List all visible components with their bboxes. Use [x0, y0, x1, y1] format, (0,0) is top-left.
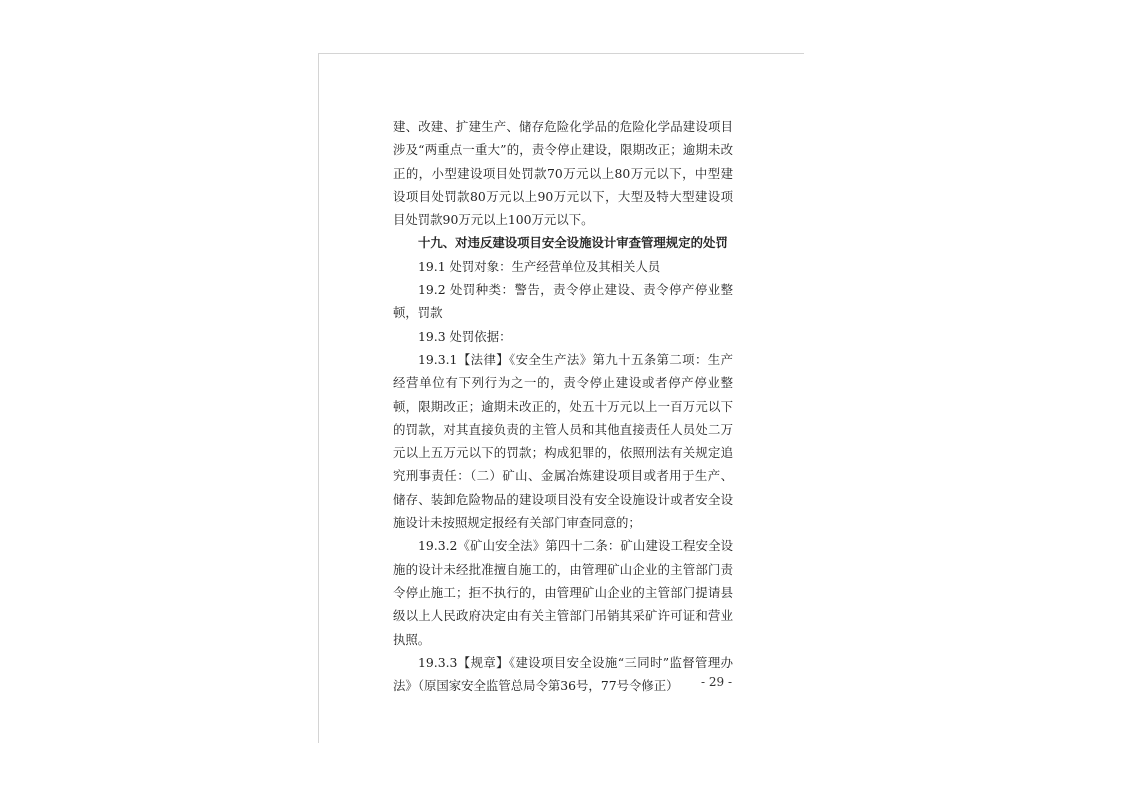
paragraph-19-3-1: 19.3.1【法律】《安全生产法》第九十五条第二项：生产经营单位有下列行为之一的，责令停止建设或者停产停业整顿，限期改正；逾期未改正的，处五十万元以上一百万元以下的罚款，对其直接负责的主管人员和其他直接责任人员处二万元以上五万元以下的罚款；构成犯罪的，依照刑法有关规定追究刑事责任：（二）矿山、金属冶炼建设项目或者用于生产、储存、装卸危险物品的建设项目没有安全设施设计或者安全设施设计未按照规定报经有关部门审查同意的； [393, 351, 733, 531]
paragraph-19-2: 19.2 处罚种类：警告，责令停止建设、责令停产停业整顿，罚款 [393, 282, 733, 321]
document-page [318, 53, 804, 743]
paragraph-19-3-3: 19.3.3【规章】《建设项目安全设施“三同时”监督管理办法》（原国家安全监管总局令第36号，77号令修正） [393, 654, 733, 694]
page-content [393, 115, 733, 697]
paragraph-19-3-2: 19.3.2《矿山安全法》第四十二条：矿山建设工程安全设施的设计未经批准擅自施工的，由管理矿山企业的主管部门责令停止施工；拒不执行的，由管理矿山企业的主管部门提请县级以上人民政府决定由有关主管部门吊销其采矿许可证和营业执照。 [393, 538, 733, 647]
section-heading: 十九、对违反建设项目安全设施设计审查管理规定的处罚 [418, 235, 728, 251]
paragraph-19-3: 19.3 处罚依据： [418, 328, 512, 344]
paragraph-continuation: 建、改建、扩建生产、储存危险化学品的危险化学品建设项目涉及“两重点一重大”的，责令停止建设，限期改正；逾期未改正的，小型建设项目处罚款70万元以上80万元以下，中型建设项目处罚款80万元以上90万元以下，大型及特大型建设项目处罚款90万元以上100万元以下。 [393, 119, 733, 228]
page-number: - 29 - [700, 675, 732, 689]
paragraph-19-1: 19.1 处罚对象：生产经营单位及其相关人员 [418, 258, 661, 274]
